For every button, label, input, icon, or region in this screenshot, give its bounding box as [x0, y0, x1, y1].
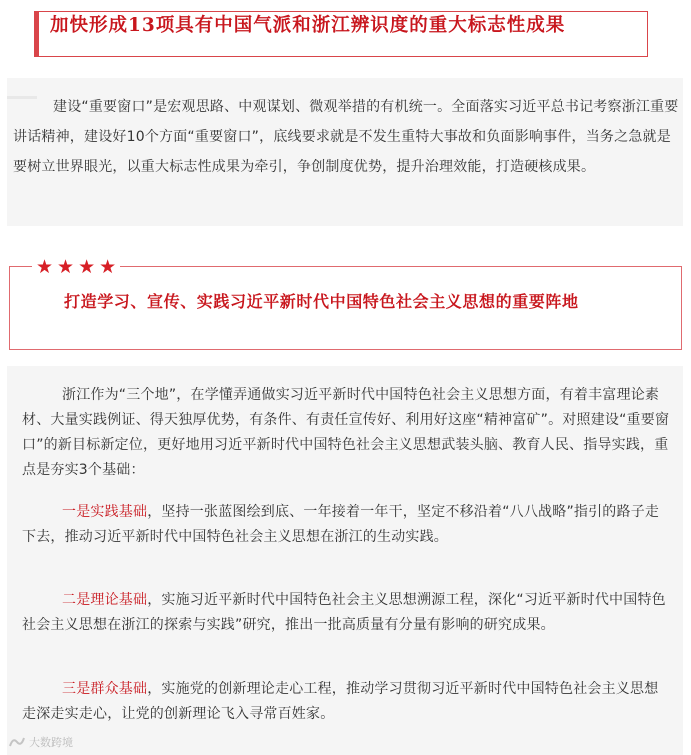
masses-basis-label: 三是群众基础 — [62, 681, 148, 697]
body-paragraph-intro: 浙江作为“三个地”，在学懂弄通做实习近平新时代中国特色社会主义思想方面，有着丰富理论素材、大量实践例证、得天独厚优势，有条件、有责任宣传好、利用好这座“精神富矿”。对照建设“重要窗口”的新目标新定位，更好地用习近平新时代中国特色社会主义思想武装头脑、教育人民、指导实践，重点是夯实3个基础： — [22, 387, 670, 478]
page-title: 加快形成13项具有中国气派和浙江辨识度的重大标志性成果 — [50, 15, 566, 36]
intro-paragraph: 建设“重要窗口”是宏观思路、中观谋划、微观举措的有机统一。全面落实习近平总书记考察浙江重要讲话精神，建设好10个方面“重要窗口”，底线要求就是不发生重特大事故和负面影响事件，当务之急就是要树立世界眼光，以重大标志性成果为牵引，争创制度优势，提升治理效能，打造硬核成果。 — [13, 99, 679, 175]
masses-basis-text: ，实施党的创新理论走心工程，推动学习贯彻习近平新时代中国特色社会主义思想走深走实走心，让党的创新理论飞入寻常百姓家。 — [22, 681, 659, 722]
theory-basis-text: ，实施习近平新时代中国特色社会主义思想溯源工程，深化“习近平新时代中国特色社会主义思想在浙江的探索与实践”研究，推出一批高质量有分量有影响的研究成果。 — [22, 592, 666, 633]
watermark-text: 大数跨境 — [29, 736, 73, 749]
practice-basis-text: ，坚持一张蓝图绘到底、一年接着一年干，坚定不移沿着“八八战略”指引的路子走下去，推动习近平新时代中国特色社会主义思想在浙江的生动实践。 — [22, 504, 660, 545]
star-icon: ★ — [36, 256, 54, 278]
body-paragraph-practice — [22, 500, 672, 550]
star-decoration — [32, 256, 120, 278]
body-paragraph-masses — [22, 677, 672, 727]
body-paragraph-theory — [22, 588, 672, 638]
watermark — [8, 734, 73, 750]
watermark-logo-icon — [8, 735, 26, 749]
star-icon: ★ — [78, 256, 96, 278]
star-icon: ★ — [57, 256, 75, 278]
star-icon: ★ — [99, 256, 117, 278]
section-heading: 打造学习、宣传、实践习近平新时代中国特色社会主义思想的重要阵地 — [64, 292, 579, 311]
theory-basis-label: 二是理论基础 — [62, 592, 148, 608]
practice-basis-label: 一是实践基础 — [62, 504, 148, 520]
